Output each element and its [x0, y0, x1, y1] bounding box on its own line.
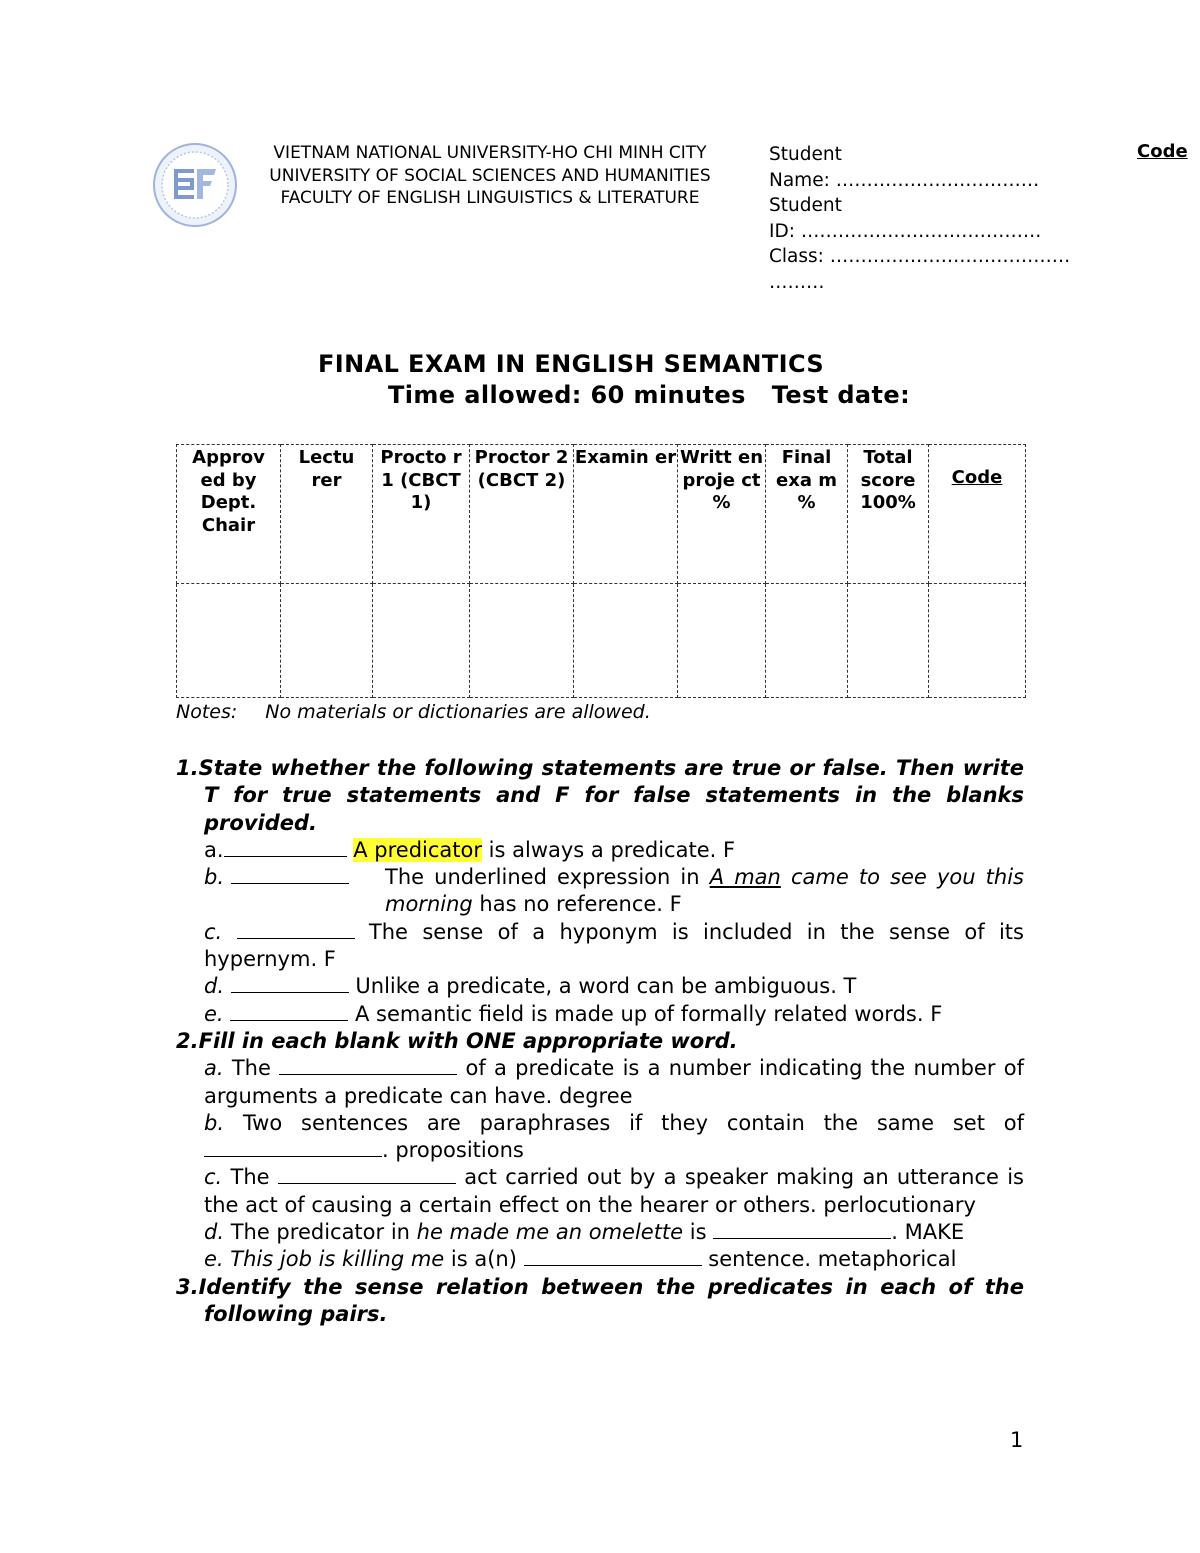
q1-c-blank[interactable] [237, 920, 355, 939]
q2-instruction-text: Fill in each blank with ONE appropriate word. [198, 1028, 738, 1053]
q1-item-e [176, 1001, 1024, 1028]
q2-d-letter: d. [204, 1220, 225, 1245]
q2-d-mid: is [683, 1220, 714, 1245]
notes-text: No materials or dictionaries are allowed. [265, 701, 651, 723]
q1-e-letter: e. [204, 1001, 224, 1026]
time-allowed: Time allowed: 60 minutes [388, 381, 746, 409]
q1-item-c [176, 919, 1024, 974]
header-code-text: Code [951, 467, 1003, 488]
q1-a-letter: a. [204, 837, 224, 862]
q2-item-e [176, 1246, 1024, 1273]
cell-examiner[interactable] [574, 584, 678, 698]
student-id-label: Student [769, 195, 842, 216]
q1-item-b [176, 864, 1024, 919]
q1-e-blank[interactable] [230, 1002, 348, 1021]
cell-proctor-2[interactable] [470, 584, 574, 698]
q2-b-post: . propositions [382, 1138, 524, 1163]
exam-title: FINAL EXAM IN ENGLISH SEMANTICS [318, 350, 825, 378]
q2-a-letter: a. [204, 1056, 224, 1081]
q1-b-underlined: A man [709, 865, 781, 890]
q1-number: 1. [176, 756, 199, 780]
q1-a-highlight: A predicator [353, 837, 482, 862]
q3-instruction-text: Identify the sense relation between the predicates in each of the following pairs. [198, 1274, 1024, 1326]
university-header [234, 142, 746, 210]
page-number: 1 [1010, 1428, 1024, 1452]
cell-code[interactable] [929, 584, 1026, 698]
q2-b-pre: Two sentences are paraphrases if they contain the same set of [242, 1110, 1024, 1135]
class-field[interactable]: Class: ………………………………… [769, 246, 1071, 267]
q1-b-post: has no reference. F [472, 892, 682, 917]
class-field-continued: ……… [769, 271, 825, 293]
q1-b-row [204, 864, 1024, 919]
q1-instruction [176, 755, 1024, 837]
notes [176, 701, 651, 723]
q3-instruction [176, 1274, 1024, 1329]
q2-item-d [176, 1219, 1024, 1246]
q1-a-blank[interactable] [224, 838, 347, 857]
q1-c-letter: c. [204, 919, 223, 944]
cell-total-score[interactable] [848, 584, 929, 698]
university-line-2: UNIVERSITY OF SOCIAL SCIENCES AND HUMANITIES [269, 165, 711, 186]
faculty-logo [152, 142, 238, 228]
header-lecturer: Lectu rer [281, 445, 373, 584]
q1-b-letter: b. [204, 865, 225, 890]
q1-a-text: is always a predicate. F [482, 837, 736, 862]
q2-c-letter: c. [204, 1165, 223, 1190]
cell-final-exam[interactable] [766, 584, 848, 698]
cell-approved-by[interactable] [177, 584, 281, 698]
q2-e-post: sentence. metaphorical [701, 1247, 957, 1272]
test-date: Test date: [771, 381, 911, 409]
notes-label: Notes: [176, 701, 238, 723]
q2-c-post: act carried out by a speaker making an utterance is the act of causing a certain effect on the hearer or others. perlocutionary [204, 1165, 1024, 1217]
q1-d-text: Unlike a predicate, a word can be ambiguous. T [355, 974, 857, 999]
cell-proctor-1[interactable] [373, 584, 470, 698]
university-line-3: FACULTY OF ENGLISH LINGUISTICS & LITERATURE [280, 188, 700, 208]
q1-b-italic: came to see you this morning [385, 865, 1024, 917]
header-examiner: Examin er [574, 445, 678, 584]
q1-d-letter: d. [204, 974, 225, 999]
header-total-score: Total score 100% [848, 445, 929, 584]
question-1 [176, 755, 1024, 1328]
header-final-exam: Final exa m % [766, 445, 848, 584]
q3-number: 3. [176, 1274, 199, 1299]
score-table-header-row [177, 445, 1026, 584]
q2-e-blank[interactable] [524, 1247, 702, 1266]
q1-e-text: A semantic field is made up of formally related words. F [354, 1001, 943, 1026]
header-proctor-2: Proctor 2 (CBCT 2) [470, 445, 574, 584]
q2-item-b [176, 1110, 1024, 1165]
q2-a-blank[interactable] [279, 1056, 457, 1075]
student-name-label: Student [769, 144, 842, 165]
q2-d-italic: he made me an omelette [416, 1220, 684, 1245]
cell-written-project[interactable] [678, 584, 766, 698]
q2-a-post: of a predicate is a number indicating the number of arguments a predicate can have. degree [204, 1056, 1024, 1108]
q2-number: 2. [176, 1028, 199, 1053]
student-name-field[interactable]: Name: …………………………… [769, 169, 1040, 191]
code-label-top: Code [1137, 141, 1188, 162]
q1-c-text: The sense of a hyponym is included in the sense of its hypernym. F [204, 919, 1024, 972]
q1-item-a [176, 837, 1024, 864]
q2-instruction [176, 1028, 1024, 1055]
score-table-entry-row [177, 584, 1026, 698]
q2-c-pre: The [230, 1165, 278, 1190]
q2-c-blank[interactable] [278, 1165, 456, 1184]
header-code [929, 445, 1026, 584]
exam-subtitle [388, 381, 936, 409]
q2-b-letter: b. [204, 1110, 225, 1135]
q2-a-pre: The [231, 1056, 280, 1081]
header-written-project: Writt en proje ct % [678, 445, 766, 584]
q2-b-blank[interactable] [204, 1138, 382, 1157]
q1-b-pre: The underlined expression in [385, 865, 710, 890]
q1-d-blank[interactable] [231, 974, 349, 993]
q2-d-pre: The predicator in [230, 1220, 417, 1245]
q2-e-italic: This job is killing me [230, 1247, 445, 1272]
university-line-1: VIETNAM NATIONAL UNIVERSITY-HO CHI MINH CITY [273, 143, 707, 163]
q2-d-post: . MAKE [891, 1220, 965, 1245]
student-id-field[interactable]: ID: ………………………………… [769, 220, 1042, 242]
header-approved-by: Approv ed by Dept. Chair [177, 445, 281, 584]
q2-d-blank[interactable] [713, 1220, 891, 1239]
q1-instruction-text: State whether the following statements are true or false. Then write T for true statements and F for false statements in the blanks provided. [198, 756, 1024, 835]
q1-b-text [385, 864, 1024, 919]
q2-item-a [176, 1055, 1024, 1110]
q1-item-d [176, 973, 1024, 1000]
cell-lecturer[interactable] [281, 584, 373, 698]
q1-b-blank[interactable] [231, 865, 349, 884]
score-table [176, 444, 1026, 698]
q2-e-mid: is a(n) [444, 1247, 524, 1272]
header-proctor-1: Procto r 1 (CBCT 1) [373, 445, 470, 584]
student-info [769, 142, 1099, 295]
q2-item-c [176, 1164, 1024, 1219]
q1-b-lead [204, 864, 385, 919]
q2-e-letter: e. [204, 1247, 224, 1272]
